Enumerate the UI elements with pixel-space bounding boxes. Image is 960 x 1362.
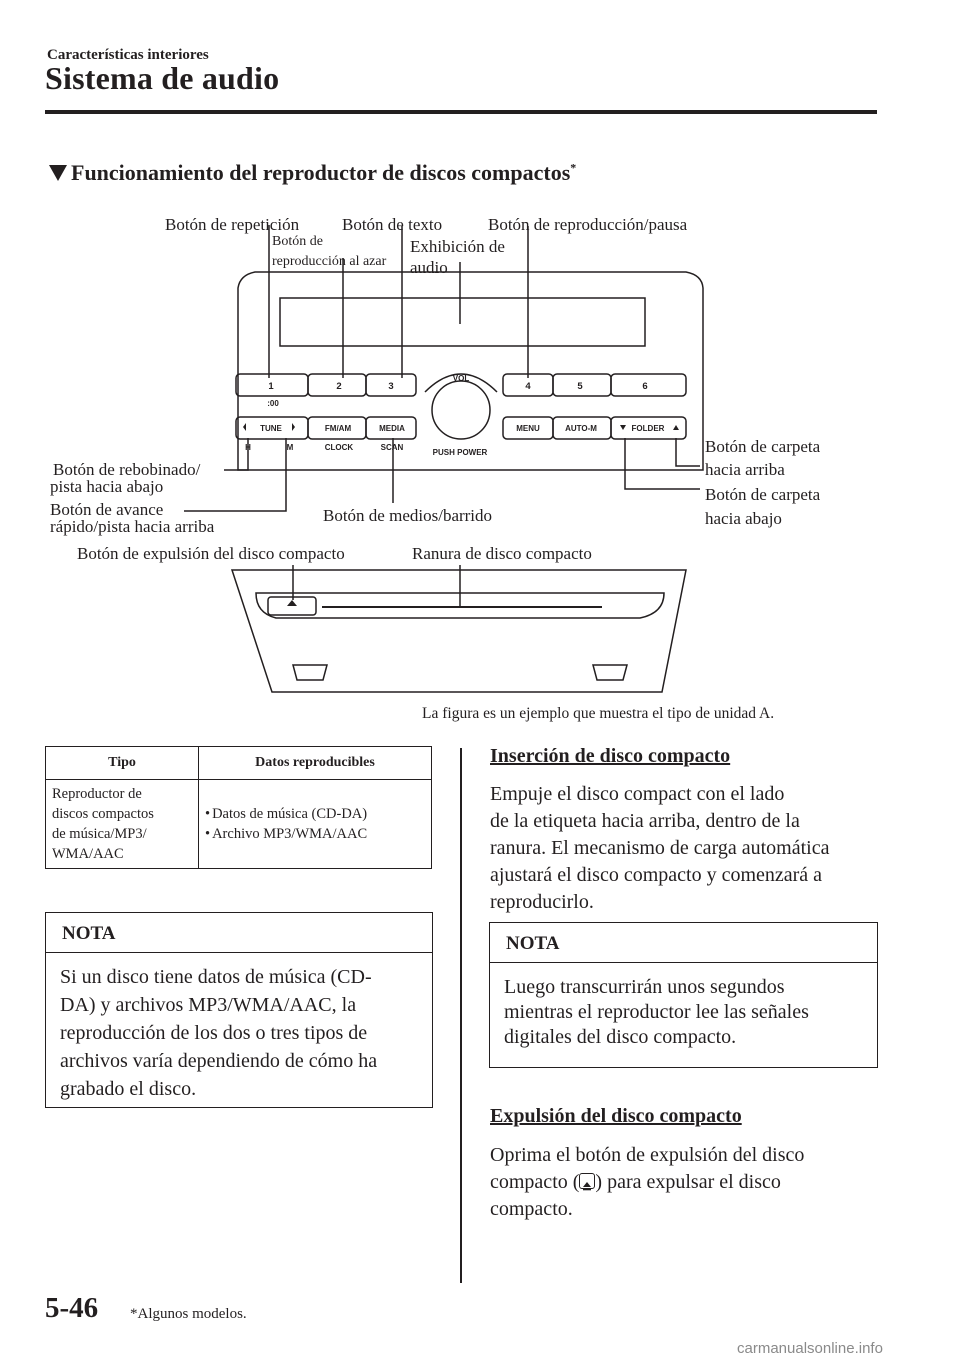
preset-5-label: 5 (577, 381, 583, 392)
insert-cd-heading: Inserción de disco compacto (490, 745, 731, 767)
folder-up-button-label-2: hacia arriba (705, 460, 785, 479)
note-box-right (489, 922, 878, 1068)
shuffle-button-label-1: Botón de (272, 234, 323, 249)
note-body: Luego transcurrirán unos segundos mientras el reproductor lee las señales digitales del disco compacto. (504, 976, 809, 1048)
media-scan-button-label: Botón de medios/barrido (323, 506, 493, 525)
rewind-button-label-1: Botón de rebobinado/ (53, 460, 201, 479)
footnote: *Algunos modelos. (130, 1306, 247, 1322)
eject-icon (579, 1173, 595, 1189)
audio-display-label-2: audio (410, 258, 448, 277)
vol-label: VOL (452, 374, 470, 383)
note-body: Si un disco tiene datos de música (CD- DA) y archivos MP3/WMA/AAC, la reproducción de los dos o tres tipos de archivos varía dependiendo de cómo ha grabado el disco. (60, 966, 378, 1100)
table-row (46, 780, 432, 869)
insert-cd-paragraph: Empuje el disco compact con el lado de la etiqueta hacia arriba, dentro de la ranura. El mecanismo de carga automática ajustará el disco compacto y comenzará a reproducirlo. (490, 783, 830, 913)
autom-label: AUTO-M (565, 424, 597, 433)
folder-up-button-label-1: Botón de carpeta (705, 437, 821, 456)
column-divider (460, 748, 462, 1283)
preset-2-label: 2 (336, 381, 342, 392)
preset-3-label: 3 (388, 381, 394, 392)
figure-caption: La figura es un ejemplo que muestra el tipo de unidad A. (422, 705, 775, 722)
preset-4-label: 4 (525, 381, 531, 392)
menu-label: MENU (516, 424, 540, 433)
eject-button-label: Botón de expulsión del disco compacto (77, 544, 345, 563)
fast-forward-button-label-1: Botón de avance (50, 500, 164, 519)
eject-cd-paragraph: Oprima el botón de expulsión del disco compacto ( ) para expulsar el disco compacto. (490, 1144, 805, 1220)
table-header-data: Datos reproducibles (199, 747, 432, 780)
eject-cd-heading: Expulsión del disco compacto (490, 1105, 742, 1127)
fast-forward-button-label-2: rápido/pista hacia arriba (50, 517, 215, 536)
table-header-type: Tipo (46, 747, 199, 780)
list-item: • Archivo MP3/WMA/AAC (205, 824, 425, 844)
clock-label: CLOCK (324, 443, 354, 452)
page-number: 5-46 (45, 1292, 99, 1324)
folder-down-button-label-1: Botón de carpeta (705, 485, 821, 504)
h-label: H (245, 443, 251, 452)
list-item: • Datos de música (CD-DA) (205, 804, 425, 824)
watermark: carmanualsonline.info (737, 1340, 883, 1357)
preset-6-label: 6 (642, 381, 648, 392)
time-label: :00 (267, 399, 279, 408)
section-heading: Funcionamiento del reproductor de discos compactos* (49, 160, 576, 186)
rewind-button-label-2: pista hacia abajo (50, 477, 164, 496)
preset-1-label: 1 (268, 381, 274, 392)
folder-down-button-label-2: hacia abajo (705, 509, 782, 528)
fmam-label: FM/AM (324, 424, 352, 433)
media-label: MEDIA (379, 424, 405, 433)
table-cell-type: Reproductor de discos compactos de música/MP3/ WMA/AAC (46, 780, 199, 869)
table-cell-data (199, 780, 432, 869)
note-title: NOTA (46, 913, 432, 953)
scan-label: SCAN (380, 443, 404, 452)
text-button-label: Botón de texto (342, 215, 443, 234)
page-title: Sistema de audio (45, 60, 280, 96)
shuffle-button-label-2: reproducción al azar (272, 254, 387, 269)
playable-data-table (45, 746, 432, 869)
folder-label: FOLDER (631, 424, 665, 433)
section-label: Características interiores (47, 47, 209, 63)
play-pause-button-label: Botón de reproducción/pausa (488, 215, 688, 234)
note-box-left (45, 912, 433, 1108)
audio-display-label-1: Exhibición de (410, 237, 505, 256)
repeat-button-label: Botón de repetición (165, 215, 300, 234)
push-power-label: PUSH POWER (432, 448, 488, 457)
tune-label: TUNE (260, 424, 282, 433)
cd-slot-label: Ranura de disco compacto (412, 544, 592, 563)
m-label: M (286, 443, 294, 452)
note-title: NOTA (490, 923, 877, 963)
